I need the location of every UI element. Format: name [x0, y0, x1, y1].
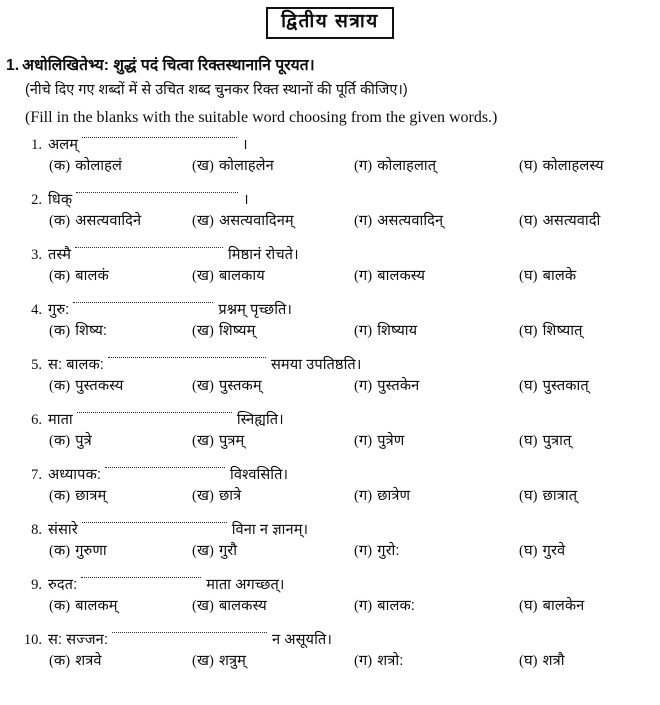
question-text-after-blank: स्निह्यति।	[236, 412, 284, 428]
option-tag: (घ)	[519, 433, 538, 449]
option-choice[interactable]	[354, 650, 403, 670]
option-tag: (घ)	[519, 543, 538, 559]
option-tag: (क)	[49, 543, 71, 559]
option-label: शिष्य:	[75, 323, 108, 339]
option-label: गुरौ	[218, 543, 238, 559]
option-row	[0, 210, 660, 238]
option-tag: (ग)	[354, 378, 373, 394]
option-tag: (घ)	[519, 378, 538, 394]
option-label: छात्रम्	[75, 488, 107, 504]
option-choice[interactable]	[49, 540, 107, 560]
option-tag: (ग)	[354, 213, 373, 229]
question-text-after-blank: प्रश्नम् पृच्छति।	[218, 302, 293, 318]
option-tag: (क)	[49, 158, 71, 174]
option-row	[0, 485, 660, 513]
option-label: पुस्तकम्	[218, 378, 262, 394]
instruction-sanskrit-text: अधोलिखितेभ्य: शुद्धं पदं चित्वा रिक्तस्थानानि पूरयत।	[22, 57, 315, 74]
option-label: पुस्तकस्य	[75, 378, 124, 394]
option-label: कोलाहलेन	[218, 158, 274, 174]
option-choice[interactable]	[49, 430, 92, 450]
option-tag: (घ)	[519, 488, 538, 504]
option-choice[interactable]	[519, 540, 565, 560]
option-label: कोलाहलस्य	[542, 158, 604, 174]
option-choice[interactable]	[192, 375, 262, 395]
option-choice[interactable]	[519, 595, 584, 615]
option-row	[0, 430, 660, 458]
option-label: पुस्तकेन	[377, 378, 420, 394]
answer-blank[interactable]	[108, 357, 266, 369]
answer-blank[interactable]	[77, 412, 232, 424]
option-label: बालकेन	[542, 598, 585, 614]
option-tag: (ग)	[354, 543, 373, 559]
option-choice[interactable]	[192, 210, 294, 230]
question-text-before-blank: संसारे	[48, 522, 78, 538]
option-label: गुरो:	[377, 543, 400, 559]
option-label: पुत्रम्	[218, 433, 245, 449]
option-choice[interactable]	[354, 540, 400, 560]
question-text-before-blank: अध्यापक:	[48, 467, 102, 483]
option-row	[0, 265, 660, 293]
question-text-after-blank: ।	[242, 137, 248, 153]
option-tag: (ख)	[192, 543, 214, 559]
question-stem	[22, 626, 332, 649]
option-label: असत्यवादिने	[75, 213, 142, 229]
option-choice[interactable]	[49, 265, 109, 285]
option-choice[interactable]	[49, 375, 123, 395]
option-choice[interactable]	[192, 320, 255, 340]
option-choice[interactable]	[519, 375, 589, 395]
option-label: पुस्तकात्	[542, 378, 589, 394]
option-tag: (घ)	[519, 158, 538, 174]
option-choice[interactable]	[519, 485, 577, 505]
option-choice[interactable]	[49, 320, 107, 340]
option-label: शिष्याय	[377, 323, 418, 339]
option-choice[interactable]	[519, 320, 583, 340]
question-number: 10.	[23, 632, 42, 648]
option-choice[interactable]	[354, 210, 443, 230]
option-tag: (क)	[49, 268, 71, 284]
answer-blank[interactable]	[112, 632, 267, 644]
question-stem	[22, 571, 285, 594]
option-label: गुरवे	[542, 543, 566, 559]
option-label: पुत्रे	[75, 433, 92, 449]
option-tag: (ग)	[354, 598, 373, 614]
question-text-before-blank: माता	[48, 412, 73, 428]
question-item	[0, 351, 660, 406]
question-text-before-blank: स: बालक:	[48, 357, 104, 373]
option-label: बालकं	[75, 268, 109, 284]
question-text-after-blank: मिष्ठानं रोचते।	[228, 247, 299, 263]
option-choice[interactable]	[192, 265, 265, 285]
option-row	[0, 155, 660, 183]
question-item	[0, 241, 660, 296]
question-text-before-blank: स: सज्जन:	[48, 632, 108, 648]
option-tag: (ख)	[192, 653, 214, 669]
option-choice[interactable]	[519, 265, 576, 285]
option-choice[interactable]	[49, 155, 122, 175]
option-tag: (घ)	[519, 213, 538, 229]
option-choice[interactable]	[49, 210, 141, 230]
option-label: पुत्रेण	[377, 433, 405, 449]
option-label: छात्रेण	[377, 488, 411, 504]
answer-blank[interactable]	[75, 247, 223, 259]
option-tag: (ख)	[192, 158, 214, 174]
option-choice[interactable]	[49, 650, 102, 670]
option-choice[interactable]	[354, 320, 417, 340]
question-item	[0, 626, 660, 681]
question-item	[0, 296, 660, 351]
option-choice[interactable]	[192, 595, 267, 615]
question-number: 2.	[31, 192, 42, 208]
instruction-hindi-text: (नीचे दिए गए शब्दों में से उचित शब्द चुनकर रिक्त स्थानों की पूर्ति कीजिए।)	[25, 82, 408, 99]
question-stem	[22, 186, 249, 209]
option-tag: (क)	[49, 598, 71, 614]
option-tag: (ख)	[192, 323, 214, 339]
option-label: बालकस्य	[377, 268, 426, 284]
option-label: असत्यवादिनम्	[218, 213, 294, 229]
page-title-box	[266, 7, 394, 39]
option-label: असत्यवादिन्	[377, 213, 444, 229]
option-tag: (ख)	[192, 488, 214, 504]
instruction-sanskrit-line	[6, 53, 654, 78]
page-title-wrapper	[0, 7, 660, 39]
option-choice[interactable]	[192, 650, 246, 670]
option-row	[0, 320, 660, 348]
option-tag: (क)	[49, 213, 71, 229]
question-text-after-blank: न असूयति।	[271, 632, 332, 648]
question-text-before-blank: तस्मै	[48, 247, 72, 263]
option-label: बालकाय	[218, 268, 265, 284]
option-label: कोलाहलं	[75, 158, 122, 174]
question-number: 1.	[31, 137, 42, 153]
option-tag: (ग)	[354, 323, 373, 339]
option-label: शत्रौ	[542, 653, 565, 669]
question-number: 8.	[31, 522, 42, 538]
option-choice[interactable]	[49, 485, 106, 505]
option-tag: (क)	[49, 488, 71, 504]
option-choice[interactable]	[519, 650, 565, 670]
question-number: 4.	[31, 302, 42, 318]
answer-blank[interactable]	[105, 467, 225, 479]
option-choice[interactable]	[192, 540, 237, 560]
option-choice[interactable]	[192, 430, 244, 450]
option-tag: (क)	[49, 378, 71, 394]
option-tag: (ग)	[354, 158, 373, 174]
instructions-block	[6, 53, 654, 131]
option-tag: (घ)	[519, 323, 538, 339]
option-tag: (ख)	[192, 268, 214, 284]
question-text-after-blank: ।	[243, 192, 249, 208]
option-label: शत्रुम्	[218, 653, 246, 669]
option-tag: (घ)	[519, 653, 538, 669]
option-row	[0, 595, 660, 623]
answer-blank[interactable]	[76, 192, 238, 204]
option-label: शिष्यम्	[218, 323, 256, 339]
option-tag: (ख)	[192, 378, 214, 394]
question-item	[0, 461, 660, 516]
option-choice[interactable]	[354, 430, 404, 450]
question-stem	[22, 241, 299, 264]
question-stem	[22, 351, 361, 374]
option-tag: (ख)	[192, 433, 214, 449]
option-tag: (क)	[49, 323, 71, 339]
option-label: छात्रे	[218, 488, 242, 504]
question-stem	[22, 131, 248, 154]
question-number: 7.	[31, 467, 42, 483]
question-number: 9.	[31, 577, 42, 593]
option-choice[interactable]	[519, 430, 571, 450]
question-stem	[22, 406, 284, 429]
option-tag: (ग)	[354, 653, 373, 669]
page-title: द्वितीय सत्राय	[281, 11, 379, 32]
option-label: असत्यवादी	[542, 213, 601, 229]
question-item	[0, 406, 660, 461]
question-list	[0, 131, 660, 681]
option-label: शत्रो:	[377, 653, 404, 669]
answer-blank[interactable]	[73, 302, 213, 314]
option-label: शिष्यात्	[542, 323, 583, 339]
option-choice[interactable]	[354, 595, 415, 615]
answer-blank[interactable]	[81, 577, 201, 589]
question-text-before-blank: अलम्	[48, 137, 79, 153]
option-tag: (ख)	[192, 598, 214, 614]
option-choice[interactable]	[519, 155, 604, 175]
option-label: गुरुणा	[75, 543, 107, 559]
question-text-after-blank: विना न ज्ञानम्।	[231, 522, 309, 538]
option-label: बालकस्य	[218, 598, 267, 614]
instruction-english-text: (Fill in the blanks with the suitable word choosing from the given words.)	[25, 108, 498, 126]
question-item	[0, 571, 660, 626]
instruction-number: 1.	[6, 57, 20, 74]
question-number: 6.	[31, 412, 42, 428]
option-tag: (घ)	[519, 268, 538, 284]
option-choice[interactable]	[192, 485, 241, 505]
question-text-before-blank: गुरु:	[48, 302, 70, 318]
question-text-after-blank: समया उपतिष्ठति।	[270, 357, 362, 373]
option-label: छात्रात्	[542, 488, 578, 504]
option-tag: (घ)	[519, 598, 538, 614]
question-stem	[22, 296, 292, 319]
option-tag: (ग)	[354, 268, 373, 284]
option-tag: (ग)	[354, 433, 373, 449]
option-choice[interactable]	[354, 485, 410, 505]
option-tag: (ग)	[354, 488, 373, 504]
question-item	[0, 186, 660, 241]
option-label: बालकम्	[75, 598, 118, 614]
option-choice[interactable]	[192, 155, 274, 175]
question-text-before-blank: धिक्	[48, 192, 73, 208]
answer-blank[interactable]	[82, 522, 227, 534]
question-text-after-blank: विश्वसिति।	[230, 467, 289, 483]
question-stem	[22, 516, 308, 539]
answer-blank[interactable]	[82, 137, 237, 149]
option-tag: (क)	[49, 653, 71, 669]
option-choice[interactable]	[49, 595, 118, 615]
option-label: बालके	[542, 268, 577, 284]
option-choice[interactable]	[519, 210, 600, 230]
option-label: कोलाहलात्	[377, 158, 437, 174]
question-text-before-blank: रुदत:	[48, 577, 78, 593]
option-choice[interactable]	[354, 375, 419, 395]
question-text-after-blank: माता अगच्छत्।	[206, 577, 285, 593]
option-row	[0, 375, 660, 403]
option-row	[0, 650, 660, 678]
question-item	[0, 131, 660, 186]
question-item	[0, 516, 660, 571]
option-label: पुत्रात्	[542, 433, 572, 449]
option-label: बालक:	[377, 598, 415, 614]
question-number: 5.	[31, 357, 42, 373]
option-choice[interactable]	[354, 265, 425, 285]
option-tag: (ख)	[192, 213, 214, 229]
question-number: 3.	[31, 247, 42, 263]
option-choice[interactable]	[354, 155, 436, 175]
option-tag: (क)	[49, 433, 71, 449]
option-row	[0, 540, 660, 568]
option-label: शत्रवे	[75, 653, 102, 669]
question-stem	[22, 461, 288, 484]
